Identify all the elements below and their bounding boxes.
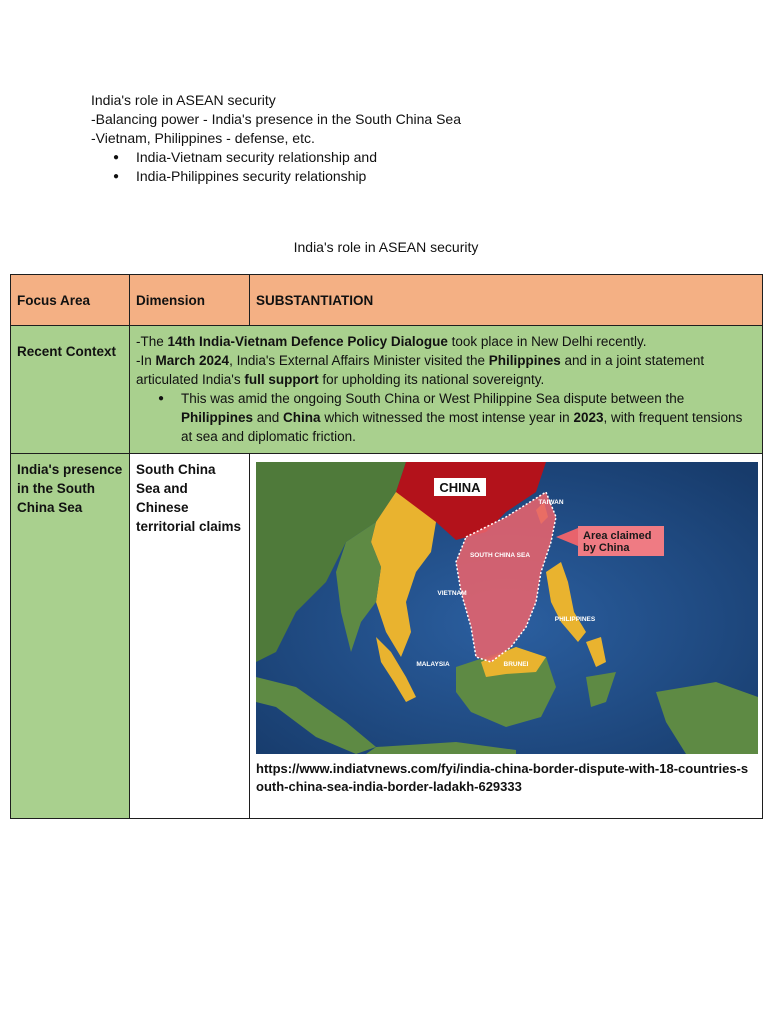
map-label-brunei: BRUNEI [503,661,529,668]
context-bullet: ● This was amid the ongoing South China or West Philippine Sea dispute between the Philippines and China which witnessed the most intense year in 2023, with frequent tensions at sea and diplomatic friction. [136,389,756,446]
cell-focus-recent-context: Recent Context [11,326,130,454]
header-substantiation: SUBSTANTIATION [250,275,763,326]
map-callout-line2: by China [583,542,630,554]
map-label-china: CHINA [439,480,481,495]
source-url[interactable]: https://www.indiatvnews.com/fyi/india-china-border-dispute-with-18-countries-south-china-sea-india-border-ladakh-629333 [256,761,749,794]
context-paragraph: -The 14th India-Vietnam Defence Policy Dialogue took place in New Delhi recently. [136,334,647,349]
header-dimension: Dimension [130,275,250,326]
intro-bullet: ● India-Vietnam security relationship and [91,148,731,167]
intro-bullet: ● India-Philippines security relationship [91,167,731,186]
cell-recent-context-text [130,326,763,454]
cell-dimension-scs-claims: South China Sea and Chinese territorial claims [130,454,250,819]
intro-line-balancing: -Balancing power - India's presence in the South China Sea [91,111,462,127]
cell-focus-scs-presence: India's presence in the South China Sea [11,454,130,819]
map-label-malaysia: MALAYSIA [416,661,450,668]
table-row-scs-presence [11,454,763,819]
map-label-vietnam: VIETNAM [437,590,467,597]
table-row-recent-context [11,326,763,454]
intro-notes [91,91,731,186]
table-header-row [11,275,763,326]
context-paragraph: -In March 2024, India's External Affairs Minister visited the Philippines and in a joint statement articulated India's full support for upholding its national sovereignty. [136,353,705,387]
intro-line-defense: -Vietnam, Philippines - defense, etc. [91,130,315,146]
map-callout-line1: Area claimed [583,530,652,542]
intro-bullet-list [91,148,731,186]
map-label-philippines: PHILIPPINES [554,616,596,623]
map-label-taiwan: TAIWAN [538,499,564,506]
table-caption: India's role in ASEAN security [293,239,479,255]
south-china-sea-map [256,462,758,754]
header-focus-area: Focus Area [11,275,130,326]
asean-security-table [10,274,763,819]
map-label-south-china-sea: SOUTH CHINA SEA [469,552,531,559]
intro-title: India's role in ASEAN security [91,92,276,108]
cell-map-and-source [250,454,763,819]
